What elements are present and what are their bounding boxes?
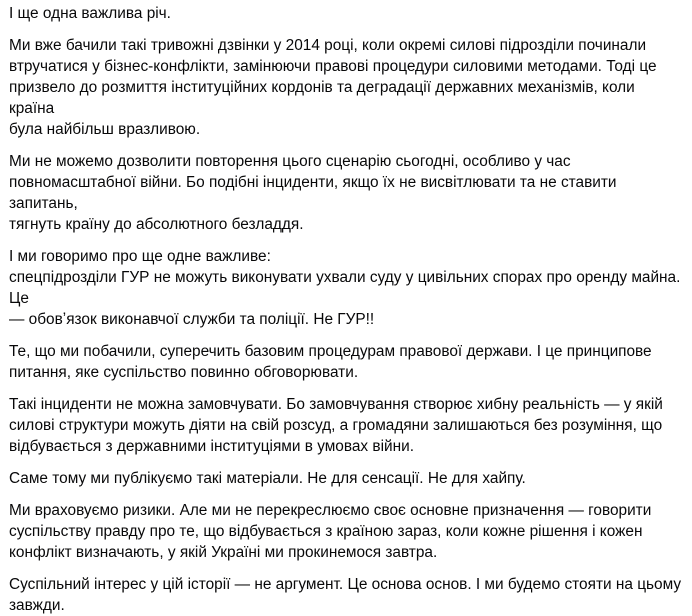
post-paragraph: Такі інциденти не можна замовчувати. Бо замовчування створює хибну реальність — у якій силові структури можуть діяти на свій розсуд, а громадяни залишаються без розуміння, що відбувається з державними інституціями в умовах війни.	[9, 396, 663, 455]
post-paragraph: І ще одна важлива річ.	[9, 5, 171, 22]
post-paragraph: Те, що ми побачили, суперечить базовим процедурам правової держави. І це принципове питання, яке суспільство повинно обговорювати.	[9, 343, 652, 381]
post-paragraph: Ми вже бачили такі тривожні дзвінки у 2014 році, коли окремі силові підрозділи починали втручатися у бізнес-конфлікти, замінюючи правові процедури силовими методами. Тоді це призвело до розмиття інституційних кордонів та деградації державних механізмів, коли країна була найбільш вразливою.	[9, 37, 657, 138]
post-paragraph: Суспільний інтерес у цій історії — не аргумент. Це основа основ. І ми будемо стояти на цьому завжди.	[9, 576, 682, 614]
post-paragraph: Ми враховуємо ризики. Але ми не перекреслюємо своє основне призначення — говорити суспільству правду про те, що відбувається з країною зараз, коли кожне рішення і кожен конфлікт визначають, у якій Україні ми прокинемося завтра.	[9, 502, 652, 561]
post-paragraph: Саме тому ми публікуємо такі матеріали. Не для сенсації. Не для хайпу.	[9, 470, 526, 487]
post-paragraph: І ми говоримо про ще одне важливе: спецпідрозділи ГУР не можуть виконувати ухвали суду у цивільних спорах про оренду майна. Це — обовʼязок виконавчої служби та поліції. Не ГУР!!	[9, 248, 681, 328]
post-paragraph: Ми не можемо дозволити повторення цього сценарію сьогодні, особливо у час повномасштабної війни. Бо подібні інциденти, якщо їх не висвітлювати та не ставити запитань, тягнуть країну до абсолютного безладдя.	[9, 153, 617, 233]
